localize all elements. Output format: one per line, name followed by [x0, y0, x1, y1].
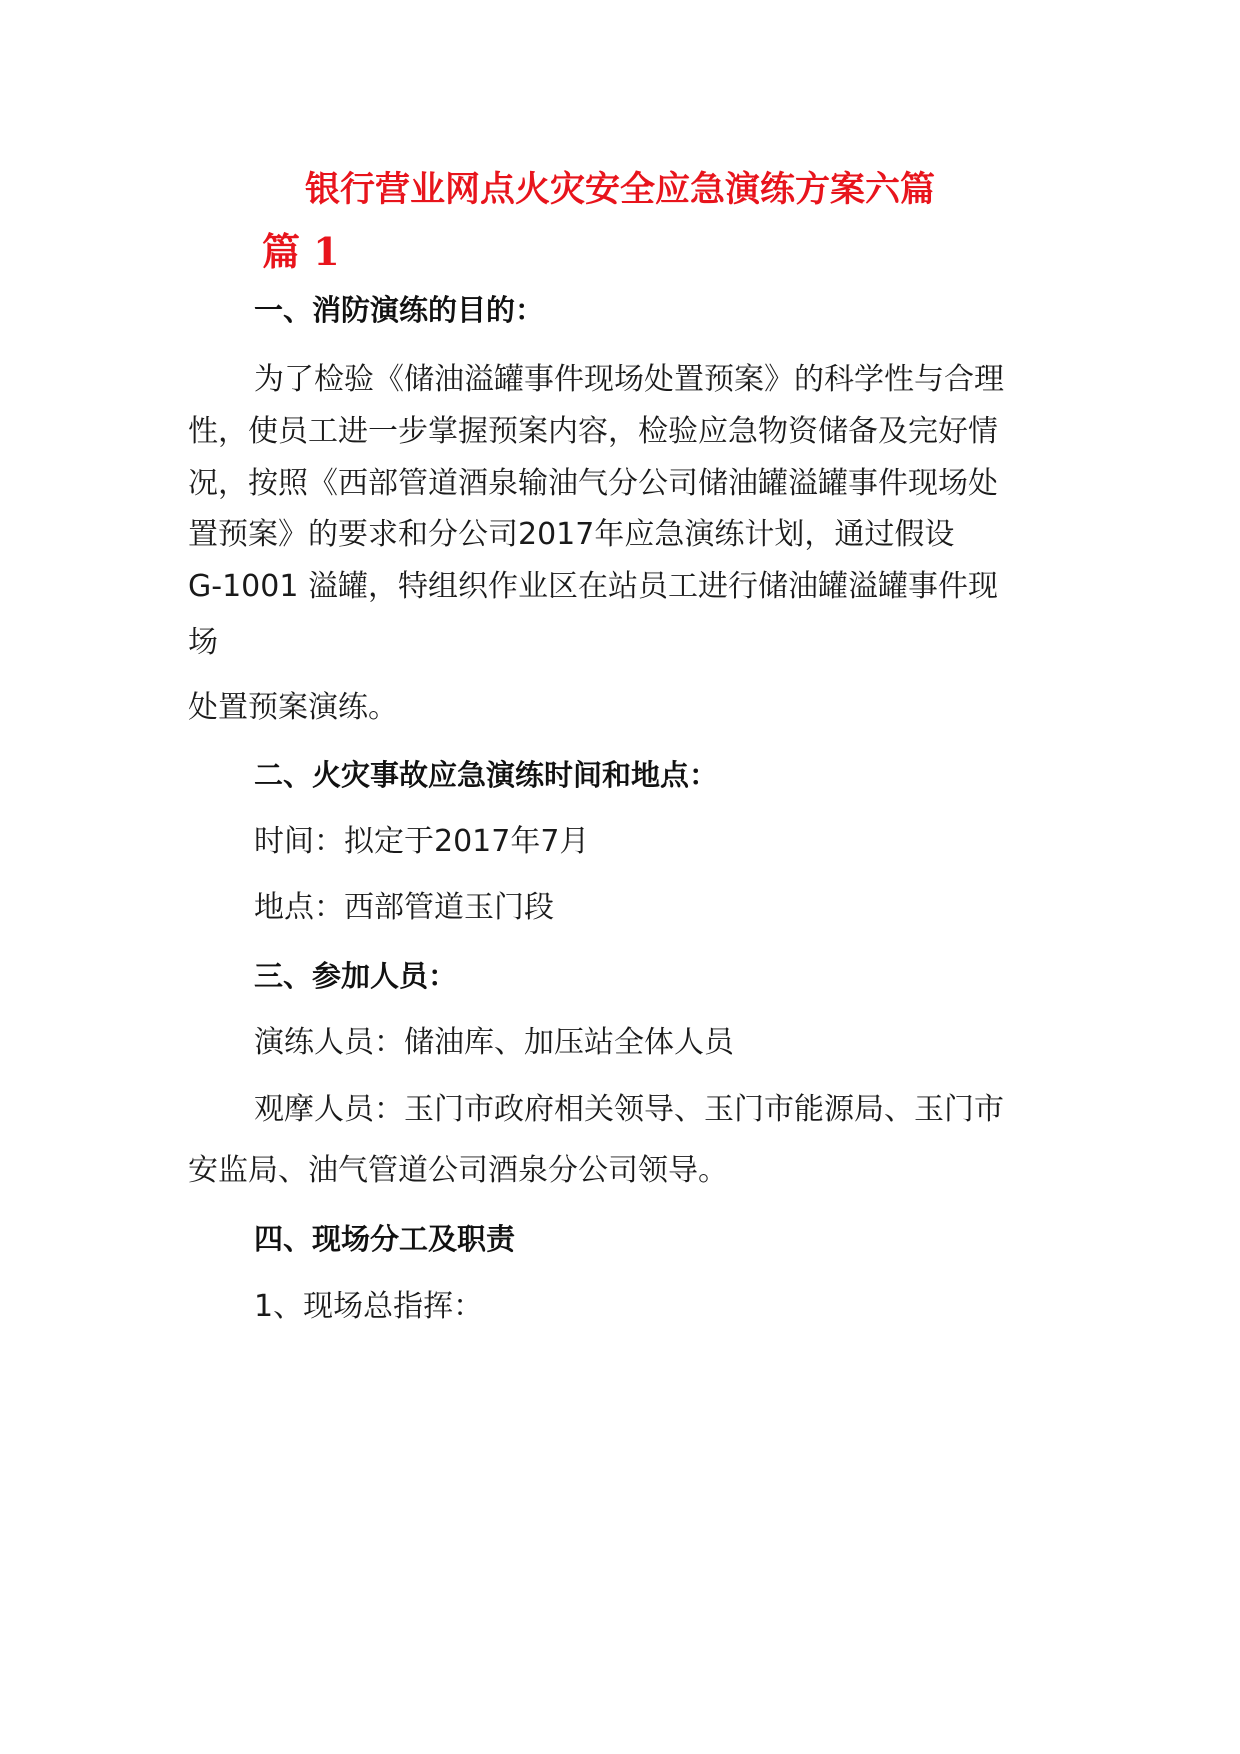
document-title: 银行营业网点火灾安全应急演练方案六篇	[304, 169, 935, 210]
section-heading-participants: 三、参加人员：	[254, 959, 458, 993]
paragraph-line: 性，使员工进一步掌握预案内容，检验应急物资储备及完好情	[188, 414, 998, 449]
section-heading-time-place: 二、火灾事故应急演练时间和地点：	[254, 758, 719, 792]
list-item: 1、现场总指挥：	[254, 1289, 484, 1324]
section-heading-division-of-duties: 四、现场分工及职责	[254, 1222, 516, 1256]
section-heading-purpose: 一、消防演练的目的：	[254, 293, 545, 327]
paragraph-line: 处置预案演练。	[188, 690, 398, 725]
part-label: 篇 1	[262, 229, 340, 274]
drill-place: 地点：西部管道玉门段	[254, 890, 554, 925]
drill-time: 时间：拟定于2017年7月	[254, 824, 590, 859]
paragraph-line: 为了检验《储油溢罐事件现场处置预案》的科学性与合理	[254, 362, 1004, 397]
paragraph-line: G-1001 溢罐，特组织作业区在站员工进行储油罐溢罐事件现	[188, 569, 998, 604]
paragraph-line: 况，按照《西部管道酒泉输油气分公司储油罐溢罐事件现场处	[188, 466, 998, 501]
paragraph-line: 置预案》的要求和分公司2017年应急演练计划，通过假设	[188, 517, 955, 552]
drill-personnel: 演练人员：储油库、加压站全体人员	[254, 1025, 734, 1060]
observer-personnel-line: 安监局、油气管道公司酒泉分公司领导。	[188, 1153, 728, 1188]
observer-personnel-line: 观摩人员：玉门市政府相关领导、玉门市能源局、玉门市	[254, 1092, 1004, 1127]
paragraph-line: 场	[188, 625, 218, 660]
